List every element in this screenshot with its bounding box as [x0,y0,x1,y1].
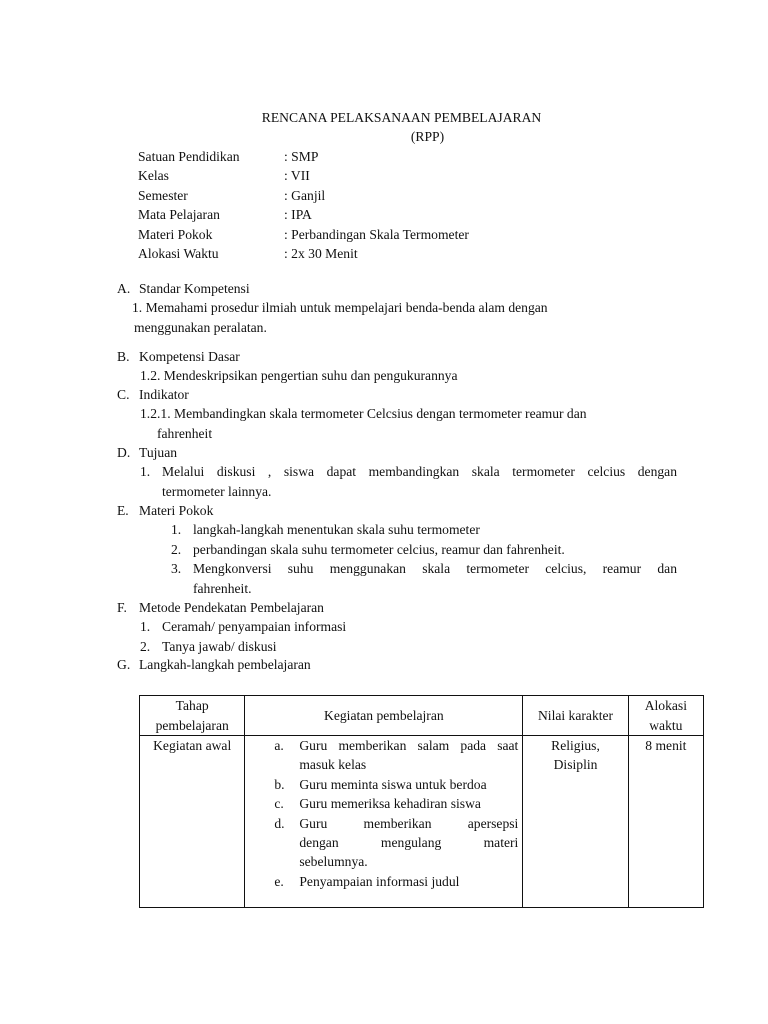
item-text: Melalui diskusi , siswa dapat membandingkan skala termometer celcius dengan [162,464,677,480]
item-number: 2. [140,638,151,654]
identity-label: Kelas [138,168,169,184]
section-heading [117,347,677,366]
cell-kegiatan [245,736,523,908]
identity-value: : IPA [284,207,312,223]
item-text: Mengkonversi suhu menggunakan skala termometer celcius, reamur dan [193,561,677,577]
item-letter: d. [274,815,285,831]
section-text: 1.2.1. Membandingkan skala termometer Celcsius dengan termometer reamur dan [140,406,587,422]
identity-label: Alokasi Waktu [138,245,219,261]
cell-text: Kegiatan awal [153,738,232,753]
identity-row [138,225,469,244]
cell-text: 8 menit [645,738,687,753]
header-text: Nilai karakter [537,707,614,723]
identity-value: : SMP [284,149,319,164]
section-letter: A. [117,281,131,296]
table-header-row [140,696,704,736]
list-item [249,872,518,891]
item-text: sebelumnya. [299,854,368,870]
section-title: Langkah-langkah pembelajaran [139,657,311,672]
identity-value: : Ganjil [284,187,326,203]
identity-value: : 2x 30 Menit [284,245,358,261]
list-item [249,794,518,813]
header-kegiatan [245,696,523,736]
list-item [117,540,677,559]
cell-tahap [140,736,245,908]
learning-steps-table [139,695,704,908]
item-text: Guru memeriksa kehadiran siswa [299,796,481,812]
section-heading [117,598,677,617]
section-a [117,279,677,337]
header-text: Alokasi [644,698,687,714]
section-letter: C. [117,387,130,402]
identity-label: Satuan Pendidikan [138,149,240,164]
section-text: fahrenheit [157,425,213,441]
section-heading [117,655,677,674]
section-title: Indikator [139,387,189,402]
identity-row [138,186,469,205]
section-text: menggunakan peralatan. [134,319,267,335]
activity-list [249,736,518,891]
section-title: Standar Kompetensi [139,281,250,296]
identity-row [138,205,469,224]
section-letter: B. [117,349,130,364]
item-text: Ceramah/ penyampaian informasi [162,619,347,635]
section-g [117,655,677,674]
item-text: termometer lainnya. [162,483,272,499]
list-item [117,559,677,598]
list-item [117,520,677,539]
section-title: Kompetensi Dasar [139,349,240,364]
section-b [117,347,677,386]
identity-row [138,166,469,185]
section-letter: G. [117,657,131,672]
header-text: Kegiatan pembelajran [324,707,444,723]
section-title: Metode Pendekatan Pembelajaran [139,600,324,615]
item-text: Penyampaian informasi judul [299,873,460,889]
cell-text: Disiplin [553,757,598,773]
list-item [249,814,518,872]
item-letter: e. [274,873,284,889]
item-text: perbandingan skala suhu termometer celcius, reamur dan fahrenheit. [193,541,565,557]
item-letter: b. [274,776,285,792]
section-c [117,385,677,443]
item-text: dengan mengulang materi [299,835,519,851]
item-number: 2. [171,541,182,557]
table-row [140,736,704,908]
identity-value: : VII [284,168,310,184]
section-heading [117,279,677,298]
subtitle-text: (RPP) [410,129,445,144]
item-text: masuk kelas [299,757,367,773]
list-item [249,775,518,794]
cell-alokasi [628,736,703,908]
list-item [117,637,677,656]
cell-nilai [523,736,628,908]
identity-label: Materi Pokok [138,226,213,242]
item-text: fahrenheit. [193,580,252,596]
item-number: 1. [140,464,151,480]
item-number: 1. [140,619,151,635]
section-heading [117,501,677,520]
identity-block [138,147,469,263]
section-text: 1. Memahami prosedur ilmiah untuk mempelajari benda-benda alam dengan [132,300,548,316]
document-subtitle [0,127,768,146]
section-f [117,598,677,656]
item-text: Guru meminta siswa untuk berdoa [299,776,487,792]
identity-row [138,147,469,166]
section-letter: D. [117,445,131,460]
header-text: waktu [649,717,683,733]
identity-label: Semester [138,187,188,203]
section-title: Materi Pokok [139,503,214,518]
list-item [117,617,677,636]
header-tahap [140,696,245,736]
section-e [117,501,677,598]
identity-value: : Perbandingan Skala Termometer [284,226,469,242]
header-text: Tahap [175,698,209,714]
section-heading [117,443,677,462]
item-number: 1. [171,522,182,538]
section-title: Tujuan [139,445,178,460]
title-text: RENCANA PELAKSANAAN PEMBELAJARAN [261,110,542,125]
section-heading [117,385,677,404]
header-nilai [523,696,628,736]
header-text: pembelajaran [155,717,229,733]
list-item [117,462,677,501]
item-text: langkah-langkah menentukan skala suhu termometer [193,522,480,538]
item-letter: c. [274,796,284,812]
section-letter: E. [117,503,129,518]
section-text: 1.2. Mendeskripsikan pengertian suhu dan pengukurannya [140,368,458,384]
section-letter: F. [117,600,127,615]
list-item [249,736,518,775]
item-letter: a. [274,738,284,753]
document-title [0,108,768,127]
item-text: Guru memberikan apersepsi [299,815,519,831]
item-text: Tanya jawab/ diskusi [162,638,277,654]
header-alokasi [628,696,703,736]
item-number: 3. [171,561,182,577]
section-d [117,443,677,501]
identity-label: Mata Pelajaran [138,207,220,223]
item-text: Guru memberikan salam pada saat [299,738,519,753]
cell-text: Religius, [551,738,600,753]
identity-row [138,244,469,263]
